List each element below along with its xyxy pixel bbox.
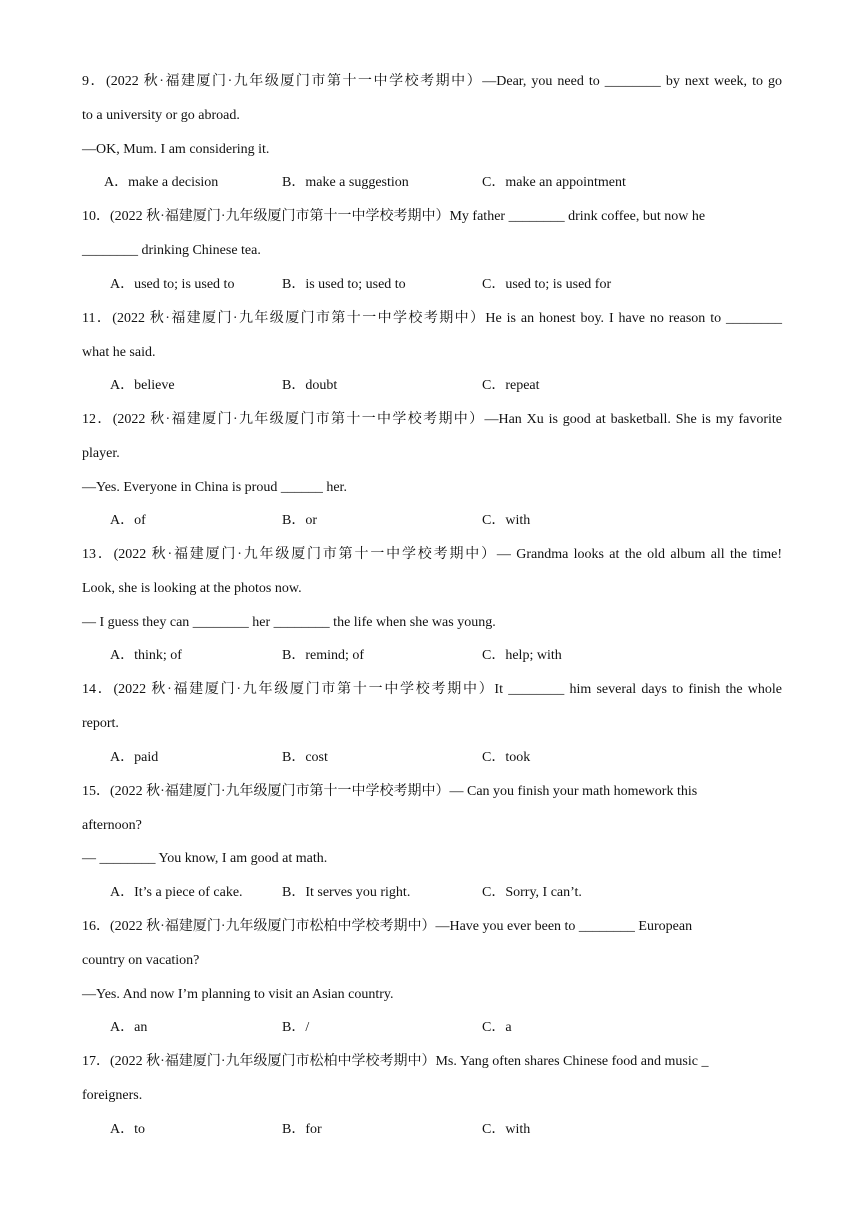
question-text-line: 10．(2022 秋·福建厦门·九年级厦门市第十一中学校考期中）My father ________ drink coffee, but now he bbox=[82, 209, 706, 224]
question-text-line: what he said. bbox=[82, 345, 156, 360]
option-a: A．make a decision bbox=[104, 175, 219, 190]
option-b: B．/ bbox=[282, 1020, 310, 1035]
question-text-line: —OK, Mum. I am considering it. bbox=[82, 142, 270, 157]
question-text-line: to a university or go abroad. bbox=[82, 108, 240, 123]
question-text-line: player. bbox=[82, 446, 120, 461]
option-b: B．cost bbox=[282, 750, 328, 765]
option-a: A．used to; is used to bbox=[110, 277, 235, 292]
option-a: A．to bbox=[110, 1122, 145, 1137]
option-b: B．remind; of bbox=[282, 648, 365, 663]
question-text-line: afternoon? bbox=[82, 818, 142, 833]
question-text-line: — ________ You know, I am good at math. bbox=[82, 851, 328, 866]
option-a: A．think; of bbox=[110, 648, 182, 663]
option-a: A．paid bbox=[110, 750, 159, 765]
question-text-line: — I guess they can ________ her ________ the life when she was young. bbox=[82, 615, 496, 630]
option-c: C．a bbox=[482, 1020, 512, 1035]
question-text-line: ________ drinking Chinese tea. bbox=[82, 243, 261, 258]
option-b: B．or bbox=[282, 513, 317, 528]
question-text-line: Look, she is looking at the photos now. bbox=[82, 581, 302, 596]
question-text-line: 12．(2022 秋·福建厦门·九年级厦门市第十一中学校考期中）—Han Xu is good at basketball. She is my favorite bbox=[82, 412, 782, 427]
question-text-line: 15．(2022 秋·福建厦门·九年级厦门市第十一中学校考期中）— Can you finish your math homework this bbox=[82, 784, 698, 799]
option-a: A．believe bbox=[110, 378, 175, 393]
question-text-line: country on vacation? bbox=[82, 953, 200, 968]
question-text-line: 13．(2022 秋·福建厦门·九年级厦门市第十一中学校考期中）— Grandma looks at the old album all the time! bbox=[82, 547, 782, 562]
option-a: A．an bbox=[110, 1020, 148, 1035]
option-b: B．It serves you right. bbox=[282, 885, 411, 900]
question-text-line: 9．(2022 秋·福建厦门·九年级厦门市第十一中学校考期中）—Dear, you need to ________ by next week, to go bbox=[82, 74, 782, 89]
option-c: C．used to; is used for bbox=[482, 277, 612, 292]
option-c: C．help; with bbox=[482, 648, 562, 663]
option-c: C．Sorry, I can’t. bbox=[482, 885, 582, 900]
option-a: A．of bbox=[110, 513, 146, 528]
question-text-line: —Yes. And now I’m planning to visit an Asian country. bbox=[82, 987, 394, 1002]
option-c: C．make an appointment bbox=[482, 175, 626, 190]
question-text-line: 11．(2022 秋·福建厦门·九年级厦门市第十一中学校考期中）He is an honest boy. I have no reason to ________ bbox=[82, 311, 782, 326]
option-c: C．repeat bbox=[482, 378, 540, 393]
question-text-line: 14．(2022 秋·福建厦门·九年级厦门市第十一中学校考期中）It ________ him several days to finish the whole bbox=[82, 682, 782, 697]
question-text-line: —Yes. Everyone in China is proud ______ her. bbox=[82, 480, 347, 495]
question-text-line: 16．(2022 秋·福建厦门·九年级厦门市松柏中学校考期中）—Have you ever been to ________ European bbox=[82, 919, 693, 934]
option-c: C．with bbox=[482, 1122, 531, 1137]
option-a: A．It’s a piece of cake. bbox=[110, 885, 243, 900]
question-text-line: foreigners. bbox=[82, 1088, 143, 1103]
option-c: C．took bbox=[482, 750, 531, 765]
option-b: B．doubt bbox=[282, 378, 338, 393]
question-text-line: 17．(2022 秋·福建厦门·九年级厦门市松柏中学校考期中）Ms. Yang often shares Chinese food and music _ bbox=[82, 1054, 709, 1069]
option-b: B．is used to; used to bbox=[282, 277, 406, 292]
question-text-line: report. bbox=[82, 716, 119, 731]
option-b: B．for bbox=[282, 1122, 322, 1137]
option-b: B．make a suggestion bbox=[282, 175, 409, 190]
option-c: C．with bbox=[482, 513, 531, 528]
